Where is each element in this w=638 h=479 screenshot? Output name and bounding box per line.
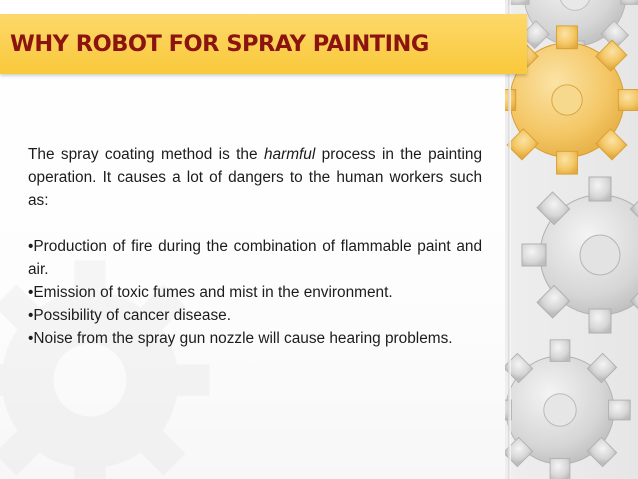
bullet-item: • Emission of toxic fumes and mist in the environment. — [28, 281, 482, 304]
bullet-item: • Possibility of cancer disease. — [28, 304, 482, 327]
gear-icon — [522, 177, 638, 333]
slide-body — [28, 143, 482, 350]
intro-text-before: The spray coating method is the — [28, 146, 264, 163]
bullet-item: • Noise from the spray gun nozzle will cause hearing problems. — [28, 327, 482, 350]
intro-emphasis: harmful — [263, 146, 316, 163]
paragraph-spacer — [28, 212, 482, 235]
slide-title: WHY ROBOT FOR SPRAY PAINTING — [10, 31, 429, 57]
intro-text-after: process in the painting operation. It causes a lot of dangers to the human workers such as: — [28, 146, 482, 209]
gear-icon — [505, 340, 630, 479]
bullet-item: • Production of fire during the combination of flammable paint and air. — [28, 235, 482, 281]
title-banner — [0, 14, 527, 74]
intro-paragraph — [28, 143, 482, 212]
